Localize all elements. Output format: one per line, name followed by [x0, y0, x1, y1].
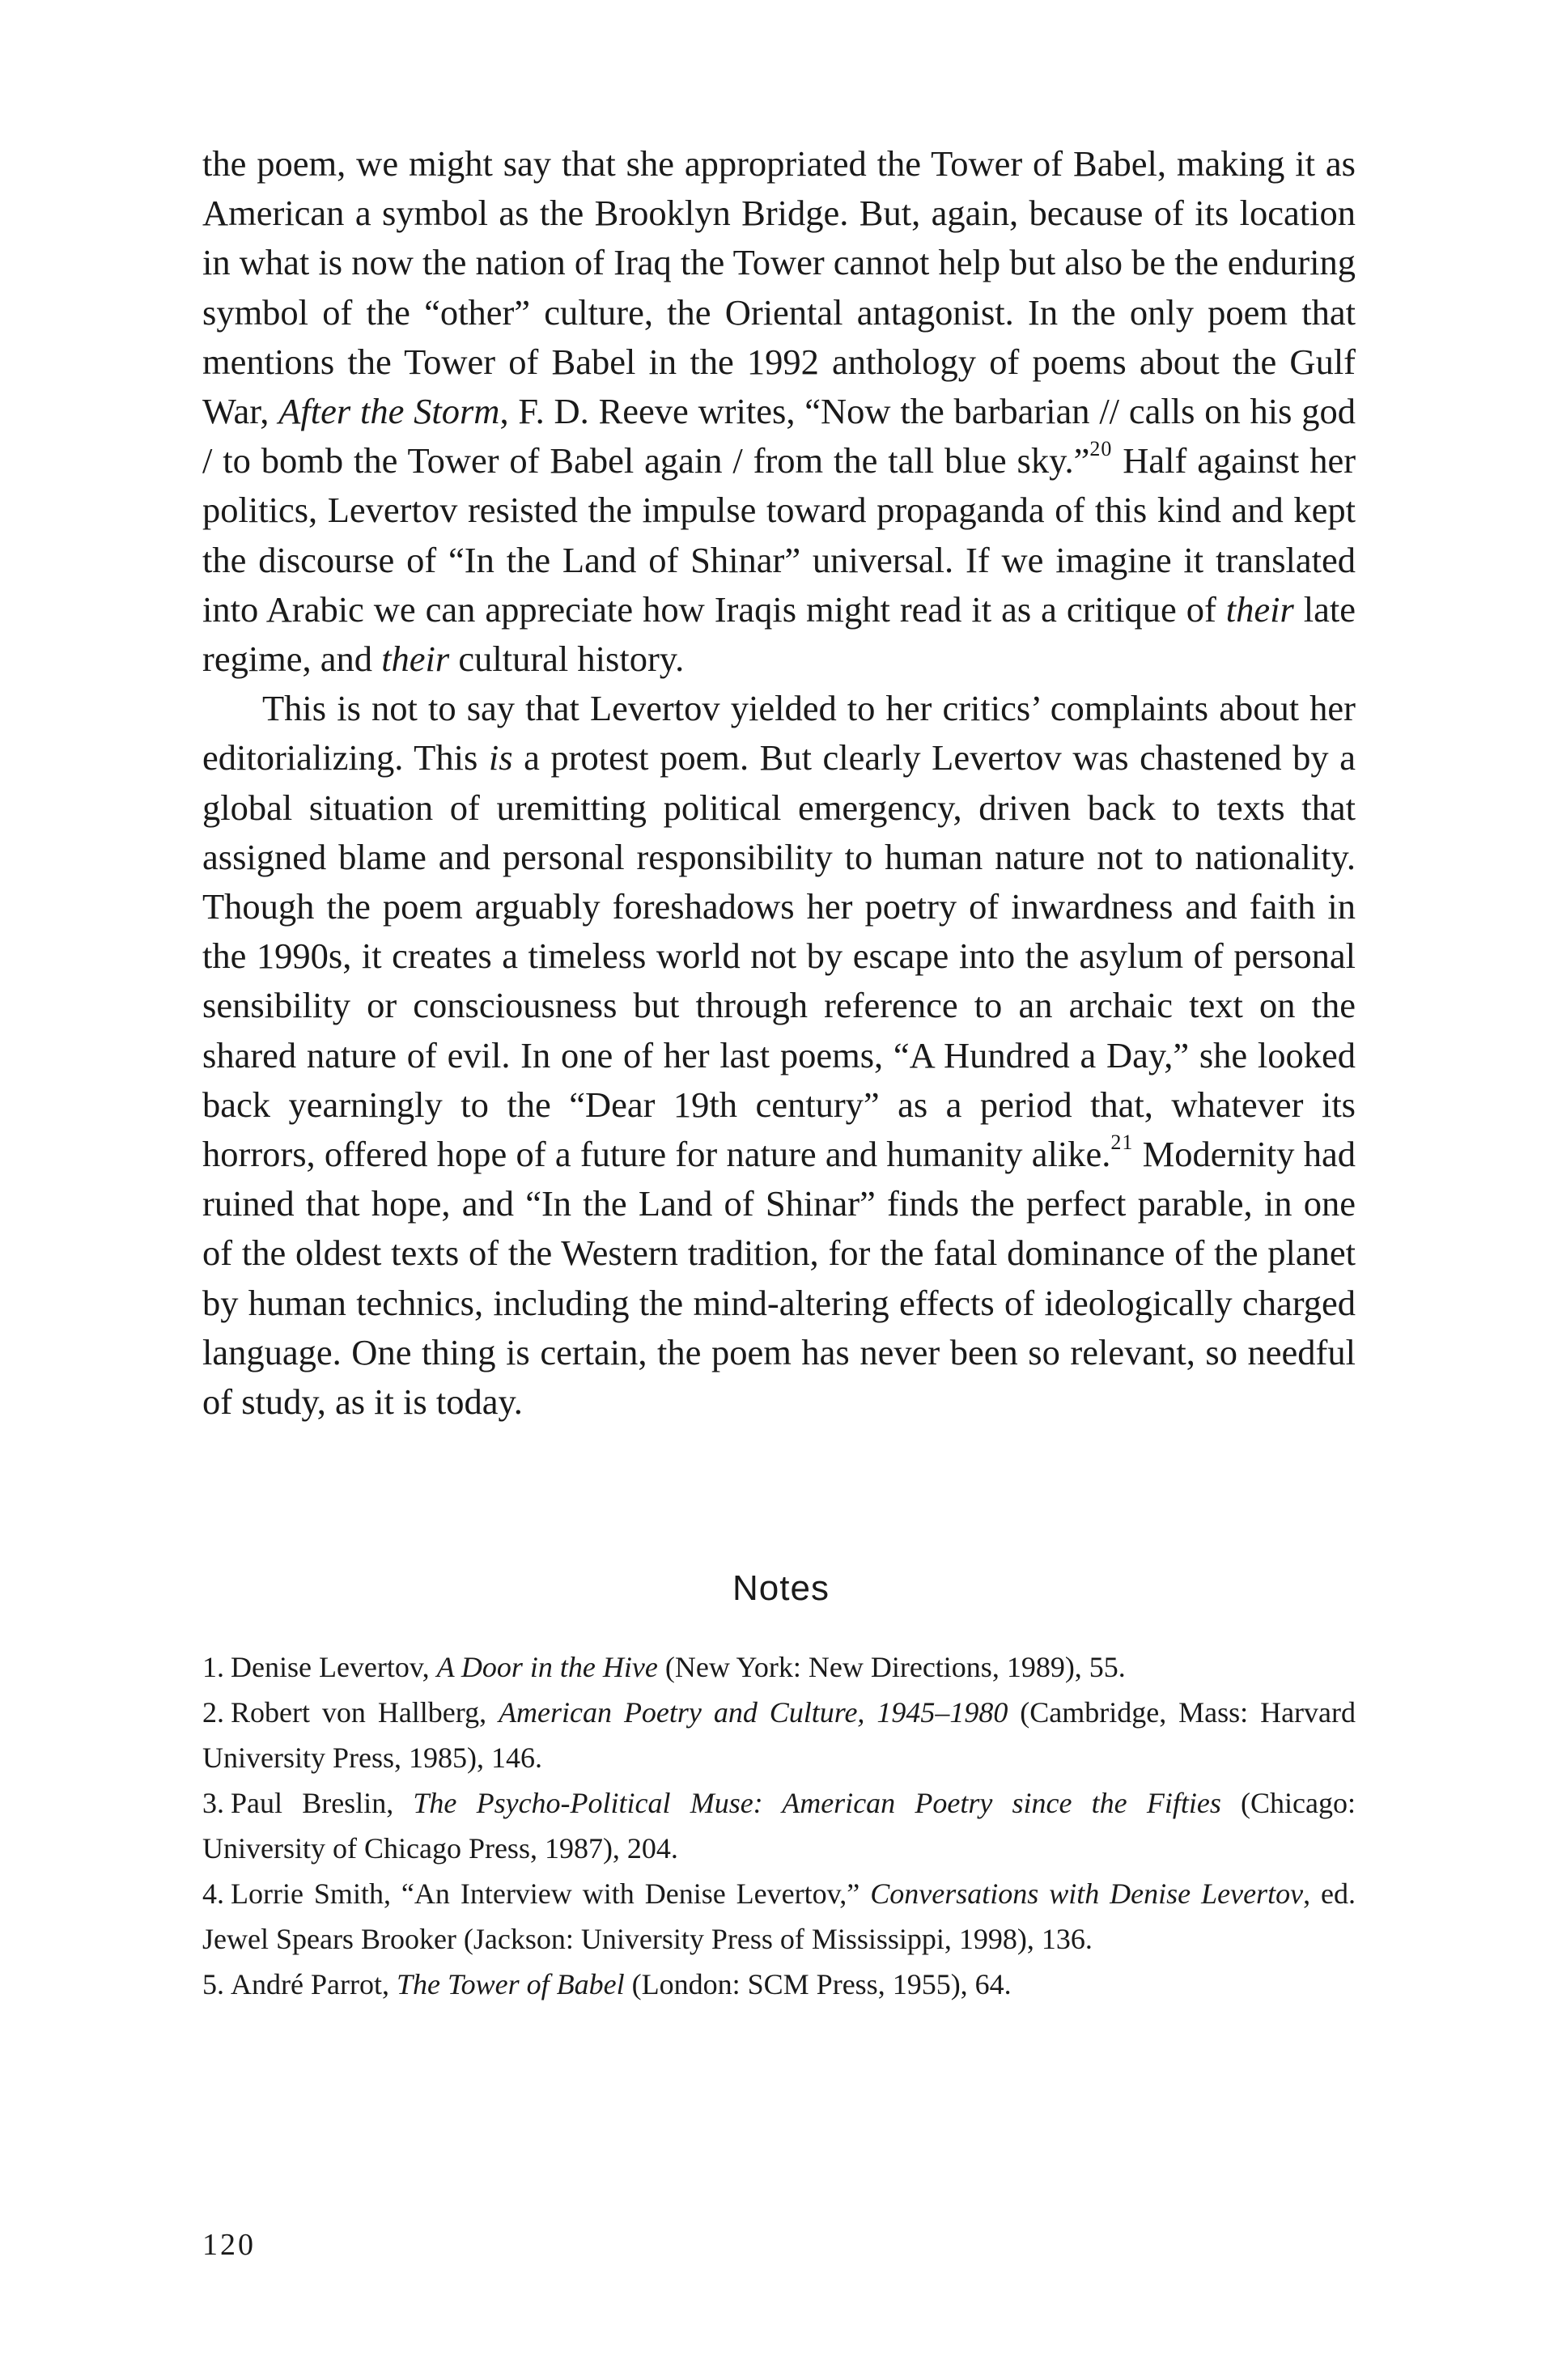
italic-text: A Door in the Hive	[436, 1651, 658, 1683]
text-run: (Cambridge, Mass: Harvard University Press, 1985), 146.	[202, 1696, 1356, 1774]
footnote	[202, 1962, 1356, 2007]
footnote-number: 3.	[202, 1787, 224, 1819]
italic-text: American Poetry and Culture, 1945–1980	[499, 1696, 1008, 1729]
italic-text: Conversations with Denise Levertov	[870, 1877, 1304, 1910]
italic-text: The Tower of Babel	[396, 1968, 625, 2000]
italic-text: The Psycho-Political Muse: American Poetry since the Fifties	[413, 1787, 1221, 1819]
text-run: Modernity had ruined that hope, and “In the Land of Shinar” finds the perfect parable, in one of the oldest texts of the Western tradition, for the fatal dominance of the planet by human technics, including the mind-altering effects of ideologically charged language. One thing is certain, the poem has never been so relevant, so needful of study, as it is today.	[202, 1134, 1356, 1423]
text-run: Robert von Hallberg,	[231, 1696, 499, 1729]
footnote-text	[202, 1696, 1356, 1774]
body-paragraph	[202, 139, 1356, 684]
footnote	[202, 1690, 1356, 1780]
italic-text: is	[488, 737, 513, 778]
footnote-number: 2.	[202, 1696, 224, 1729]
text-run: André Parrot,	[231, 1968, 397, 2000]
footnote-text	[231, 1968, 1012, 2000]
text-run: (London: SCM Press, 1955), 64.	[624, 1968, 1012, 2000]
text-run: Lorrie Smith, “An Interview with Denise Levertov,”	[231, 1877, 871, 1910]
text-run: late regime, and	[202, 588, 1356, 680]
notes-heading: Notes	[732, 1568, 830, 1608]
italic-text: After the Storm	[278, 391, 500, 432]
italic-text: their	[1225, 588, 1294, 630]
text-run: , F. D. Reeve writes, “Now the barbarian // calls on his god / to bomb the Tower of Babel again / from the tall blue sky.”	[202, 391, 1356, 482]
footnote-number: 4.	[202, 1877, 224, 1910]
main-text	[202, 139, 1356, 1427]
italic-text: their	[381, 638, 450, 680]
notes-list	[202, 1644, 1356, 2007]
page-number: 120	[202, 2228, 256, 2262]
text-run: , ed. Jewel Spears Brooker (Jackson: University Press of Mississippi, 1998), 136.	[202, 1877, 1356, 1955]
text-run: Half against her politics, Levertov resisted the impulse toward propaganda of this kind and kept the discourse of “In the Land of Shinar” universal. If we imagine it translated into Arabic we can appreciate how Iraqis might read it as a critique of	[202, 440, 1356, 630]
text-run: Paul Breslin,	[231, 1787, 414, 1819]
text-run: This is not to say that Levertov yielded to her critics’ complaints about her editorializing. This	[202, 688, 1356, 778]
footnote-reference: 21	[1110, 1131, 1134, 1155]
footnote-text	[202, 1877, 1356, 1955]
text-run: (Chicago: University of Chicago Press, 1987), 204.	[202, 1787, 1356, 1865]
footnote-text	[202, 1787, 1356, 1865]
text-run: Denise Levertov,	[231, 1651, 437, 1683]
footnote-number: 5.	[202, 1968, 224, 2000]
body-paragraph	[202, 684, 1356, 1427]
text-run: (New York: New Directions, 1989), 55.	[657, 1651, 1126, 1683]
footnote-reference: 20	[1089, 437, 1113, 461]
text-run: a protest poem. But clearly Levertov was chastened by a global situation of uremitting political emergency, driven back to texts that assigned blame and personal responsibility to human nature not to nationality. Though the poem arguably foreshadows her poetry of inwardness and faith in the 1990s, it creates a timeless world not by escape into the asylum of personal sensibility or consciousness but through reference to an archaic text on the shared nature of evil. In one of her last poems, “A Hundred a Day,” she looked back yearningly to the “Dear 19th century” as a period that, whatever its horrors, offered hope of a future for nature and humanity alike.	[202, 737, 1356, 1175]
footnote-number: 1.	[202, 1651, 224, 1683]
footnote	[202, 1871, 1356, 1962]
text-run: the poem, we might say that she appropriated the Tower of Babel, making it as American a symbol as the Brooklyn Bridge. But, again, because of its location in what is now the nation of Iraq the Tower cannot help but also be the enduring symbol of the “other” culture, the Oriental antagonist. In the only poem that mentions the Tower of Babel in the 1992 anthology of poems about the Gulf War,	[202, 143, 1356, 432]
text-run: cultural history.	[449, 638, 685, 680]
footnote	[202, 1644, 1356, 1690]
footnote-text	[231, 1651, 1126, 1683]
footnote	[202, 1780, 1356, 1871]
